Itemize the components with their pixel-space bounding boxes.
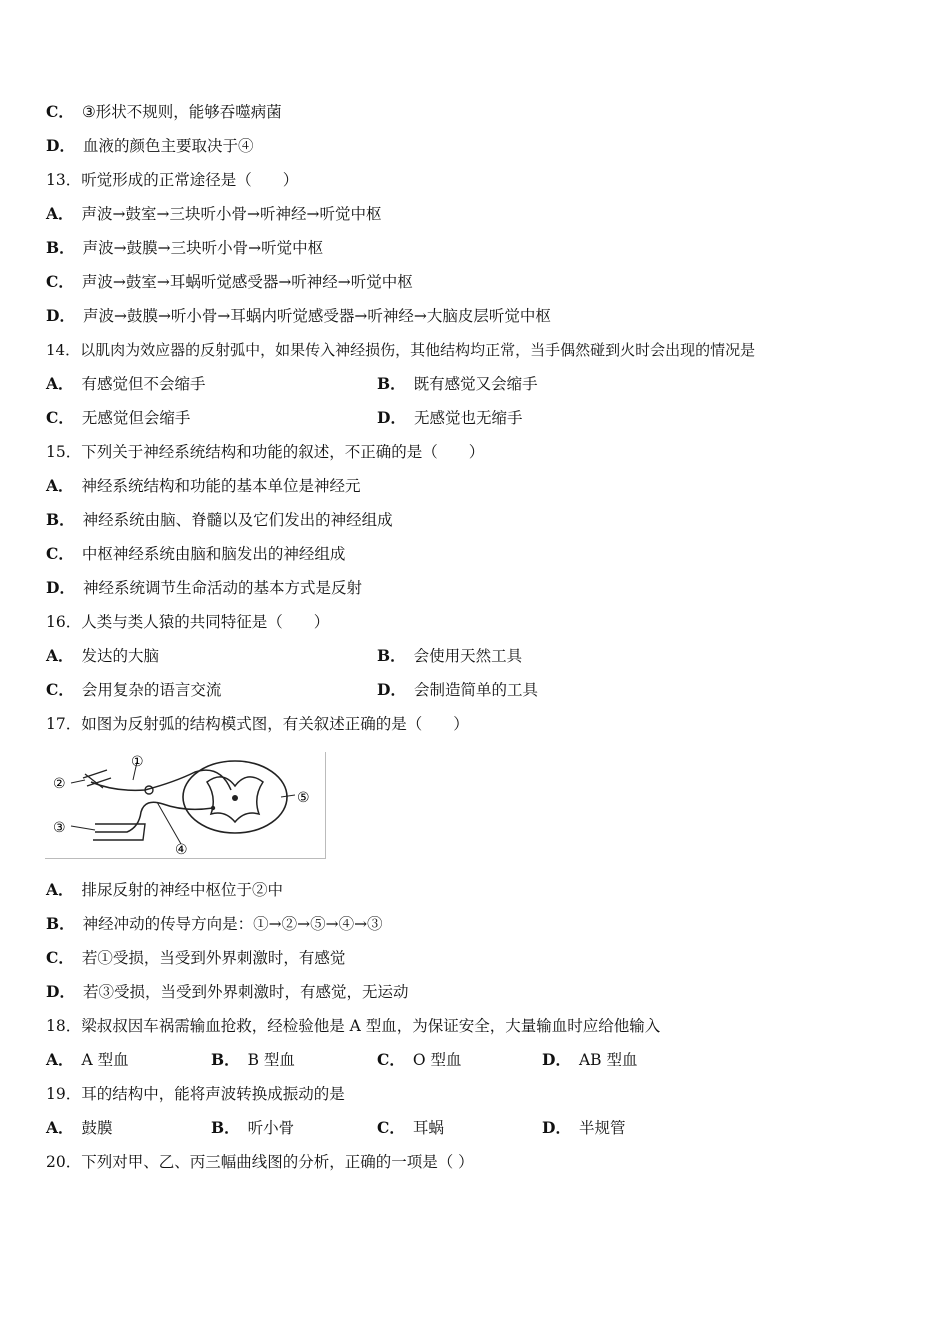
option-text: 血液的颜色主要取决于④ bbox=[82, 137, 254, 155]
option-label: B． bbox=[46, 238, 75, 257]
q14-option-c bbox=[46, 408, 190, 428]
q18-option-a bbox=[46, 1050, 129, 1070]
option-label: A． bbox=[46, 1050, 74, 1069]
q20-stem: 20．下列对甲、乙、丙三幅曲线图的分析，正确的一项是（ ） bbox=[46, 1153, 474, 1171]
q17-option-d bbox=[46, 982, 408, 1002]
q15-stem: 15．下列关于神经系统结构和功能的叙述，不正确的是（ ） bbox=[46, 443, 485, 461]
option-text: 既有感觉又会缩手 bbox=[413, 375, 538, 393]
q16-option-c bbox=[46, 680, 221, 700]
q13-option-c bbox=[46, 272, 413, 292]
label-5: ⑤ bbox=[297, 790, 310, 806]
q17-stem: 17．如图为反射弧的结构模式图，有关叙述正确的是（ ） bbox=[46, 715, 469, 733]
option-text: 会使用天然工具 bbox=[413, 647, 523, 665]
q16-option-a bbox=[46, 646, 159, 666]
option-text: 无感觉但会缩手 bbox=[81, 409, 191, 427]
option-text: 半规管 bbox=[578, 1119, 626, 1137]
option-text: 耳蜗 bbox=[412, 1119, 444, 1137]
option-text: 若③受损，当受到外界刺激时，有感觉，无运动 bbox=[82, 983, 409, 1001]
option-label: C． bbox=[377, 1050, 405, 1069]
q18-option-b bbox=[211, 1050, 295, 1070]
option-text: 神经系统由脑、脊髓以及它们发出的神经组成 bbox=[82, 511, 393, 529]
q18-stem: 18．梁叔叔因车祸需输血抢救，经检验他是 A 型血，为保证安全，大量输血时应给他输入 bbox=[46, 1017, 661, 1035]
option-label: D． bbox=[377, 680, 406, 699]
label-3: ③ bbox=[53, 820, 66, 836]
option-text: 声波→鼓室→耳蜗听觉感受器→听神经→听觉中枢 bbox=[81, 273, 413, 291]
option-label: C． bbox=[46, 544, 74, 563]
q12-option-c bbox=[46, 102, 282, 122]
option-label: D． bbox=[46, 306, 75, 325]
leader-3 bbox=[71, 826, 95, 830]
option-text: 声波→鼓膜→听小骨→耳蜗内听觉感受器→听神经→大脑皮层听觉中枢 bbox=[82, 307, 551, 325]
q14-option-b bbox=[377, 374, 538, 394]
q15-option-a bbox=[46, 476, 361, 496]
option-label: B． bbox=[211, 1118, 240, 1137]
option-label: A． bbox=[46, 1118, 74, 1137]
option-label: C． bbox=[46, 680, 74, 699]
option-label: C． bbox=[46, 272, 74, 291]
option-label: D． bbox=[542, 1118, 571, 1137]
option-text: 听小骨 bbox=[247, 1119, 295, 1137]
option-text: B 型血 bbox=[247, 1051, 295, 1069]
reflex-arc-diagram bbox=[45, 752, 325, 858]
q16-option-d bbox=[377, 680, 538, 700]
option-label: A． bbox=[46, 476, 74, 495]
efferent-nerve bbox=[95, 802, 213, 832]
q15-option-d bbox=[46, 578, 362, 598]
q19-option-a bbox=[46, 1118, 113, 1138]
option-text: 会制造简单的工具 bbox=[413, 681, 538, 699]
q13-option-d bbox=[46, 306, 551, 326]
option-text: 有感觉但不会缩手 bbox=[81, 375, 206, 393]
q13-option-a bbox=[46, 204, 381, 224]
q17-option-b bbox=[46, 914, 383, 934]
q19-option-b bbox=[211, 1118, 294, 1138]
option-text: 中枢神经系统由脑和脑发出的神经组成 bbox=[81, 545, 346, 563]
option-text: AB 型血 bbox=[578, 1051, 638, 1069]
reflex-arc-figure bbox=[45, 752, 326, 859]
q19-stem: 19．耳的结构中，能将声波转换成振动的是 bbox=[46, 1085, 345, 1103]
option-label: C． bbox=[377, 1118, 405, 1137]
q13-option-b bbox=[46, 238, 323, 258]
q12-option-d bbox=[46, 136, 253, 156]
option-text: A 型血 bbox=[81, 1051, 129, 1069]
q19-option-d bbox=[542, 1118, 625, 1138]
option-text: O 型血 bbox=[412, 1051, 462, 1069]
option-label: B． bbox=[377, 374, 406, 393]
option-text: 会用复杂的语言交流 bbox=[81, 681, 222, 699]
q17-option-a bbox=[46, 880, 283, 900]
label-2: ② bbox=[53, 776, 66, 792]
leader-2 bbox=[71, 780, 85, 783]
option-label: C． bbox=[46, 102, 74, 121]
q18-option-d bbox=[542, 1050, 637, 1070]
q13-stem: 13．听觉形成的正常途径是（ ） bbox=[46, 171, 299, 189]
option-text: 神经系统结构和功能的基本单位是神经元 bbox=[81, 477, 361, 495]
label-4: ④ bbox=[175, 842, 188, 858]
option-text: 神经冲动的传导方向是：①→②→⑤→④→③ bbox=[82, 915, 383, 933]
option-text: 无感觉也无缩手 bbox=[413, 409, 523, 427]
q16-option-b bbox=[377, 646, 522, 666]
q15-option-b bbox=[46, 510, 393, 530]
option-label: B． bbox=[46, 914, 75, 933]
option-text: 排尿反射的神经中枢位于②中 bbox=[81, 881, 284, 899]
option-text: 声波→鼓膜→三块听小骨→听觉中枢 bbox=[82, 239, 324, 257]
q14-stem: 14．以肌肉为效应器的反射弧中，如果传入神经损伤，其他结构均正常，当手偶然碰到火时会出现的情况是 bbox=[46, 341, 756, 359]
option-text: 神经系统调节生命活动的基本方式是反射 bbox=[82, 579, 362, 597]
option-label: B． bbox=[46, 510, 75, 529]
label-1: ① bbox=[131, 754, 144, 770]
q15-option-c bbox=[46, 544, 345, 564]
option-label: B． bbox=[377, 646, 406, 665]
option-text: 鼓膜 bbox=[81, 1119, 113, 1137]
option-label: A． bbox=[46, 374, 74, 393]
q19-option-c bbox=[377, 1118, 444, 1138]
q14-option-a bbox=[46, 374, 206, 394]
option-label: C． bbox=[46, 948, 74, 967]
option-label: D． bbox=[542, 1050, 571, 1069]
q16-stem: 16．人类与类人猿的共同特征是（ ） bbox=[46, 613, 330, 631]
option-label: B． bbox=[211, 1050, 240, 1069]
option-text: ③形状不规则，能够吞噬病菌 bbox=[81, 103, 282, 121]
q18-option-c bbox=[377, 1050, 461, 1070]
option-label: C． bbox=[46, 408, 74, 427]
option-label: A． bbox=[46, 880, 74, 899]
option-label: D． bbox=[46, 982, 75, 1001]
receptor-skin bbox=[83, 770, 111, 788]
leader-5 bbox=[281, 795, 295, 797]
option-label: D． bbox=[46, 136, 75, 155]
central-canal bbox=[232, 795, 238, 801]
option-label: A． bbox=[46, 646, 74, 665]
q14-option-d bbox=[377, 408, 522, 428]
q17-option-c bbox=[46, 948, 345, 968]
option-text: 发达的大脑 bbox=[81, 647, 160, 665]
option-text: 声波→鼓室→三块听小骨→听神经→听觉中枢 bbox=[81, 205, 382, 223]
option-text: 若①受损，当受到外界刺激时，有感觉 bbox=[81, 949, 346, 967]
option-label: A． bbox=[46, 204, 74, 223]
option-label: D． bbox=[377, 408, 406, 427]
option-label: D． bbox=[46, 578, 75, 597]
